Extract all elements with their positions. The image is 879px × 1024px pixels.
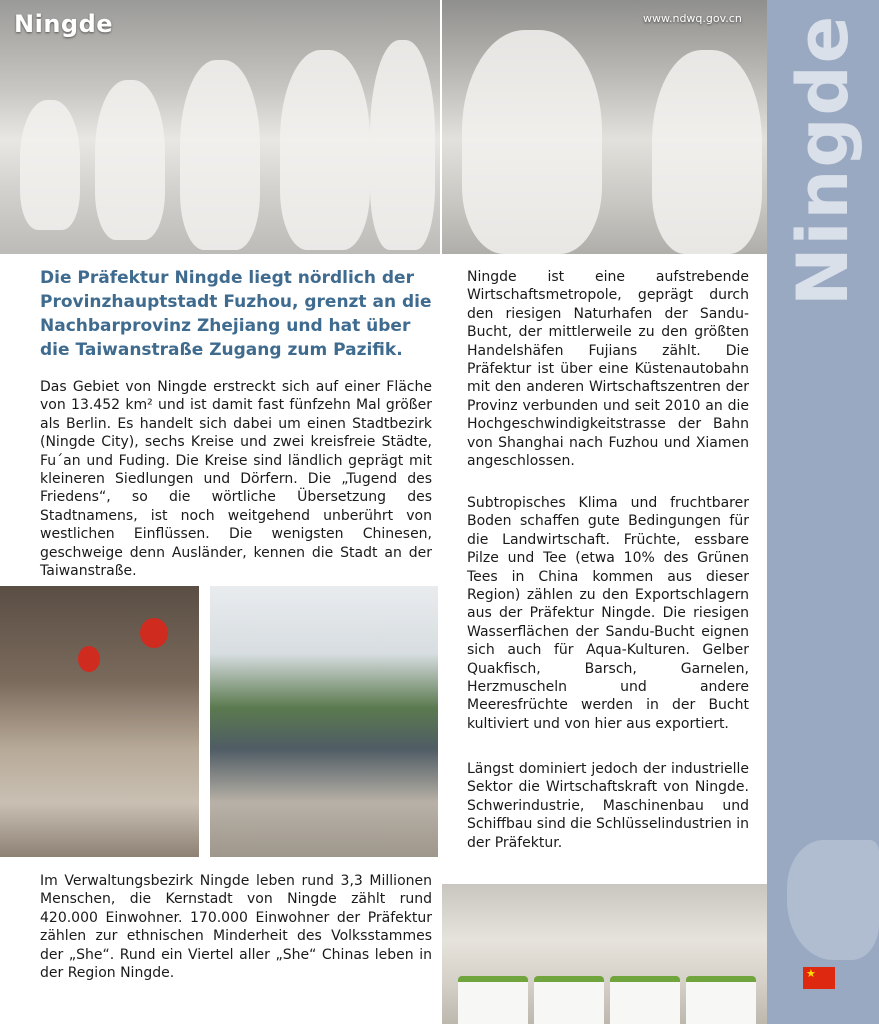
sidebar: [767, 0, 879, 1024]
page-title: Ningde: [14, 10, 114, 38]
sidebar-title: [767, 0, 879, 320]
child-with-buckets-photo: [442, 884, 767, 1024]
boat-photo: [210, 586, 438, 857]
right-paragraph-1: Ningde ist eine aufstrebende Wirtschaftsmetropole, geprägt durch den riesigen Naturhafen der Sandu-Bucht, der mittlerweile zu den größten Handelshäfen Fujians zählt. Die Präfektur ist über eine Küstenautobahn mit den anderen Wirtschaftszentren der Provinz verbunden und seit 2010 an die Hochgeschwindigkeitstrasse der Bahn von Shanghai nach Fuzhou und Xiamen angeschlossen.: [467, 269, 749, 470]
left-paragraph-1: Das Gebiet von Ningde erstreckt sich auf einer Fläche von 13.452 km² und ist damit fast fünfzehn Mal größer als Berlin. Es handelt sich dabei um einen Stadtbezirk (Ningde City), sechs Kreise und zwei kreisfreie Städte, Fu´an und Fuding. Die Kreise sind ländlich geprägt mit kleineren Siedlungen und Dörfern. Die „Tugend des Friedens“, so die wörtliche Übersetzung des Stadtnamens, ist noch weitgehend unberührt von westlichen Einflüssen. Die wenigsten Chinesen, geschweige denn Ausländer, kennen die Stadt an der Taiwanstraße.: [40, 379, 432, 580]
right-paragraph-2: Subtropisches Klima und fruchtbarer Boden schaffen gute Bedingungen für die Landwirtschaft. Früchte, essbare Pilze und Tee (etwa 10% des Grünen Tees in China kommen aus dieser Region) zählen zu den Exportschlagern aus der Präfektur Ningde. Die riesigen Wasserflächen der Sandu-Bucht eignen sich auch für Aqua-Kulturen. Gelber Quakfisch, Barsch, Garnelen, Herzmuscheln und andere Meeresfrüchte werden in der Bucht kultiviert und von hier aus exportiert.: [467, 495, 749, 732]
village-house-photo: [0, 586, 199, 857]
website-url: www.ndwq.gov.cn: [643, 12, 742, 25]
right-paragraph-3: Längst dominiert jedoch der industrielle Sektor die Wirtschaftskraft von Ningde. Schwerindustrie, Maschinenbau und Schiffbau sind die Schlüsselindustrien in der Präfektur.: [467, 761, 749, 851]
sidebar-title-text: Ningde: [782, 13, 864, 307]
statues-photo-left: [0, 0, 440, 254]
china-map-graphic: [787, 840, 879, 960]
china-flag-icon: ★: [803, 967, 835, 989]
statues-photo-right: [442, 0, 767, 254]
left-paragraph-2: Im Verwaltungsbezirk Ningde leben rund 3,3 Millionen Menschen, die Kernstadt von Ningde zählt rund 420.000 Einwohner. 170.000 Einwohner der Präfektur zählen zur ethnischen Minderheit des Volksstammes der „She“. Rund ein Viertel aller „She“ Chinas leben in der Region Ningde.: [40, 873, 432, 982]
lead-paragraph: Die Präfektur Ningde liegt nördlich der Provinzhauptstadt Fuzhou, grenzt an die Nachbarprovinz Zhejiang und hat über die Taiwanstraße Zugang zum Pazifik.: [40, 268, 432, 360]
